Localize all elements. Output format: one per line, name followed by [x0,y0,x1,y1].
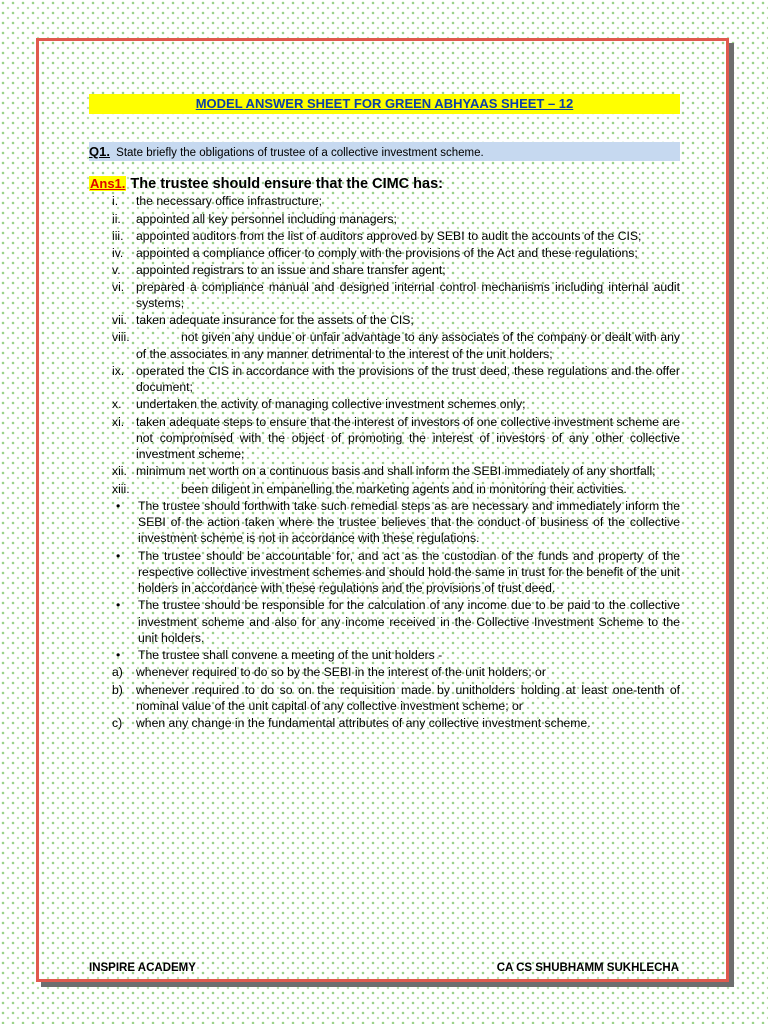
alpha-text: whenever required to do so by the SEBI in the interest of the unit holders; or [136,665,546,680]
bullet-text: The trustee should be accountable for, and act as the custodian of the funds and property of the respective collective investment schemes and should hold the same in trust for the benefit of the unit holders in accordance with these regulations and the provisions of trust deed. [138,548,680,596]
alpha-marker: c) [112,716,123,731]
list-item-text: appointed a compliance officer to comply with the provisions of the Act and these regulations; [136,245,638,260]
bullet-item [89,548,680,597]
list-item [89,312,680,328]
answer-label: Ans1. [90,176,126,191]
list-item [89,481,680,497]
list-item-text: taken adequate insurance for the assets of the CIS; [136,313,414,328]
question-bar [89,142,680,161]
list-marker: x. [112,397,122,412]
list-item-text: taken adequate steps to ensure that the interest of investors of one collective investment scheme are not compromised with the object of promoting the interest of investors of any other collective investment scheme; [136,414,681,462]
list-marker: xiii. [112,481,130,496]
bullet-text: The trustee should forthwith take such remedial steps as are necessary and immediately inform the SEBI of the action taken where the trustee believes that the conduct of business of the collective investment scheme is not in accordance with these regulations. [138,498,680,546]
list-item-text: appointed all key personnel including managers; [136,211,397,226]
bullet-marker: • [116,548,121,563]
list-marker: viii. [112,330,130,345]
list-item-text: minimum net worth on a continuous basis and shall inform the SEBI immediately of any shortfall; [136,464,656,479]
alpha-item [89,715,680,731]
list-marker: iii. [112,228,124,243]
list-marker: ii. [112,211,121,226]
list-marker: i. [112,194,119,209]
list-marker: iv. [112,245,124,260]
list-item [89,193,680,209]
roman-list [89,193,680,497]
bullet-marker: • [116,648,121,663]
list-item [89,262,680,278]
list-item-text: not given any undue or unfair advantage to any associates of the company or dealt with any of the associates in any manner detrimental to the interest of the unit holders; [136,330,680,361]
bullet-list [89,498,680,664]
alpha-text: whenever required to do so on the requisition made by unitholders holding at least one-tenth of nominal value of the unit capital of any collective investment scheme; or [136,682,680,713]
alpha-item [89,664,680,680]
bullet-item [89,597,680,646]
list-item [89,279,680,312]
list-item-text: undertaken the activity of managing collective investment schemes only; [136,397,526,412]
page-title: MODEL ANSWER SHEET FOR GREEN ABHYAAS SHEET – 12 [89,94,680,114]
footer-author: CA CS SHUBHAMM SUKHLECHA [496,962,679,974]
list-item [89,329,680,362]
list-marker: xii. [112,464,127,479]
list-item-text: the necessary office infrastructure; [136,194,323,209]
list-marker: xi. [112,414,125,429]
list-item-text: been diligent in empanelling the marketing agents and in monitoring their activities. [181,481,627,496]
question-text: State briefly the obligations of trustee of a collective investment scheme. [116,147,484,159]
bullet-text: The trustee shall convene a meeting of the unit holders - [138,648,443,663]
bullet-item [89,647,680,663]
answer-heading-row [89,176,680,192]
question-label: Q1. [89,144,110,159]
list-item [89,463,680,479]
list-item [89,245,680,261]
list-item-text: appointed auditors from the list of auditors approved by SEBI to audit the accounts of the CIS; [136,228,642,243]
bullet-marker: • [116,598,121,613]
bullet-item [89,498,680,547]
alpha-list [89,664,680,731]
list-item [89,228,680,244]
list-marker: vi. [112,279,125,294]
answer-heading: The trustee should ensure that the CIMC has: [130,176,443,192]
list-marker: vii. [112,313,127,328]
alpha-marker: b) [112,682,123,697]
alpha-marker: a) [112,665,123,680]
answer-content [89,176,680,732]
list-item-text: operated the CIS in accordance with the provisions of the trust deed, these regulations and the offer document; [136,363,680,395]
list-item [89,396,680,412]
alpha-text: when any change in the fundamental attributes of any collective investment scheme. [136,716,591,731]
bullet-marker: • [116,498,121,513]
alpha-item [89,682,680,715]
list-item [89,211,680,227]
list-item [89,363,680,396]
list-marker: v. [112,262,121,277]
footer-academy: INSPIRE ACADEMY [89,962,196,974]
list-item-text: prepared a compliance manual and designed internal control mechanisms including internal audit systems; [136,279,680,311]
list-item [89,414,680,463]
list-item-text: appointed registrars to an issue and share transfer agent; [136,262,446,277]
list-marker: ix. [112,363,125,378]
bullet-text: The trustee should be responsible for the calculation of any income due to be paid to the collective investment scheme and also for any income received in the Collective Investment Scheme to the unit holders. [138,598,680,646]
